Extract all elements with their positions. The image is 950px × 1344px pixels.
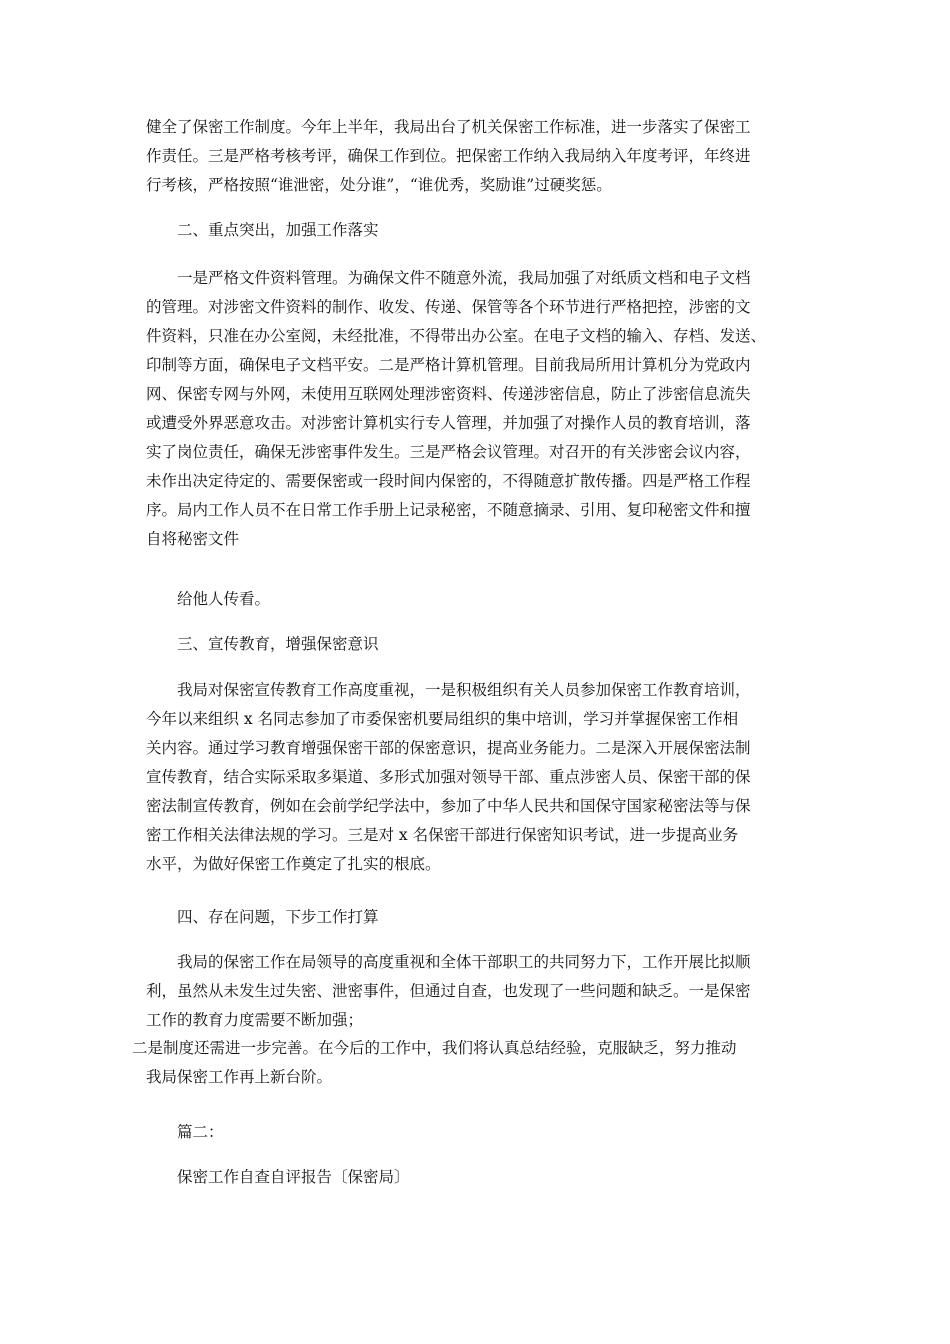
heading-section-3: 三、宣传教育，增强保密意识 xyxy=(177,635,379,653)
text-line: 健全了保密工作制度。今年上半年，我局出台了机关保密工作标准，进一步落实了保密工 xyxy=(146,118,751,136)
text-line: 或遭受外界恶意攻击。对涉密计算机实行专人管理，并加强了对操作人员的教育培训，落 xyxy=(146,414,751,432)
text-line: 网、保密专网与外网，未使用互联网处理涉密资料、传递涉密信息，防止了涉密信息流失 xyxy=(146,385,751,403)
paragraph-4-continued xyxy=(132,1034,792,1092)
text-line: 今年以来组织 x 名同志参加了市委保密机要局组织的集中培训，学习并掌握保密工作相 xyxy=(146,710,739,728)
text-line: 一是严格文件资料管理。为确保文件不随意外流，我局加强了对纸质文档和电子文档 xyxy=(177,269,751,287)
text-line: 关内容。通过学习教育增强保密干部的保密意识，提高业务能力。二是深入开展保密法制 xyxy=(146,739,751,757)
text-line: 印制等方面，确保电子文档平安。二是严格计算机管理。目前我局所用计算机分为党政内 xyxy=(146,356,751,374)
paragraph-2-continued: 给他人传看。 xyxy=(177,590,271,608)
text-line: 宣传教育，结合实际采取多渠道、多形式加强对领导干部、重点涉密人员、保密干部的保 xyxy=(146,768,751,786)
paragraph-2 xyxy=(146,264,806,554)
document-title-2: 保密工作自查自评报告〔保密局〕 xyxy=(177,1168,410,1186)
text-line: 未作出决定待定的、需要保密或一段时间内保密的，不得随意扩散传播。四是严格工作程 xyxy=(146,472,751,490)
paragraph-3 xyxy=(146,676,806,879)
part-label: 篇二： xyxy=(177,1123,224,1141)
text-line: 我局保密工作再上新台阶。 xyxy=(146,1068,333,1086)
text-line: 作责任。三是严格考核考评，确保工作到位。把保密工作纳入我局纳入年度考评，年终进 xyxy=(146,147,751,165)
text-line: 工作的教育力度需要不断加强； xyxy=(146,1011,364,1029)
text-line: 二是制度还需进一步完善。在今后的工作中，我们将认真总结经验，克服缺乏，努力推动 xyxy=(132,1039,737,1057)
text-line: 密工作相关法律法规的学习。三是对 x 名保密干部进行保密知识考试，进一步提高业务 xyxy=(146,826,739,844)
paragraph-1 xyxy=(146,113,806,200)
text-line: 我局对保密宣传教育工作高度重视，一是积极组织有关人员参加保密工作教育培训， xyxy=(177,681,751,699)
text-line: 自将秘密文件 xyxy=(146,530,240,548)
text-line: 的管理。对涉密文件资料的制作、收发、传递、保管等各个环节进行严格把控，涉密的文 xyxy=(146,298,751,316)
text-line: 利，虽然从未发生过失密、泄密事件，但通过自查，也发现了一些问题和缺乏。一是保密 xyxy=(146,982,751,1000)
text-line: 我局的保密工作在局领导的高度重视和全体干部职工的共同努力下，工作开展比拟顺 xyxy=(177,953,751,971)
text-line: 行考核，严格按照“谁泄密，处分谁”，“谁优秀，奖励谁”过硬奖惩。 xyxy=(146,176,612,194)
text-line: 水平，为做好保密工作奠定了扎实的根底。 xyxy=(146,855,441,873)
heading-section-2: 二、重点突出，加强工作落实 xyxy=(177,221,379,239)
text-line: 实了岗位责任，确保无涉密事件发生。三是严格会议管理。对召开的有关涉密会议内容， xyxy=(146,443,751,461)
text-line: 密法制宣传教育，例如在会前学纪学法中，参加了中华人民共和国保守国家秘密法等与保 xyxy=(146,797,751,815)
paragraph-4 xyxy=(146,948,806,1035)
text-line: 序。局内工作人员不在日常工作手册上记录秘密，不随意摘录、引用、复印秘密文件和擅 xyxy=(146,501,751,519)
heading-section-4: 四、存在问题，下步工作打算 xyxy=(177,908,379,926)
text-line: 件资料，只准在办公室阅，未经批准，不得带出办公室。在电子文档的输入、存档、发送、 xyxy=(146,327,767,345)
